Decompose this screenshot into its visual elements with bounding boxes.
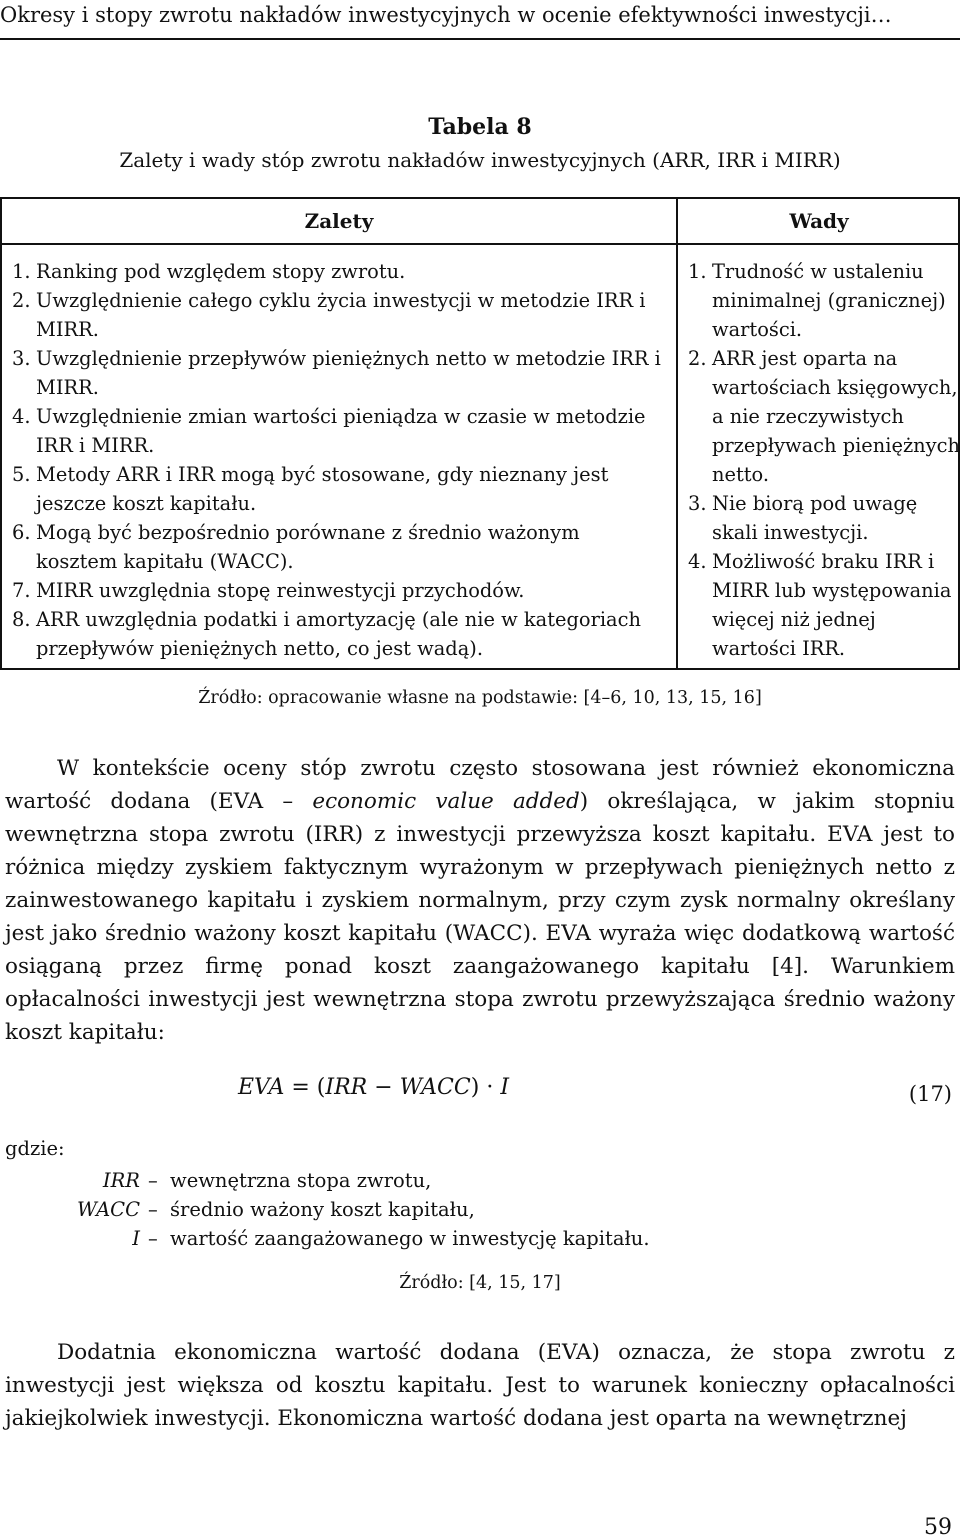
header-wady: Wady	[789, 209, 849, 233]
table-caption: Zalety i wady stóp zwrotu nakładów inwestycyjnych (ARR, IRR i MIRR)	[119, 148, 841, 172]
zalety-list	[2, 257, 662, 663]
definition-symbol: WACC	[77, 1198, 140, 1221]
zalety-item	[2, 518, 662, 576]
wady-item	[678, 257, 960, 344]
zalety-item	[2, 460, 662, 518]
formula-irr: IRR	[325, 1075, 368, 1100]
item-text: Uwzględnienie zmian wartości pieniądza w czasie w metodzie IRR i MIRR.	[36, 405, 646, 457]
definition-symbol: I	[132, 1227, 140, 1250]
paragraph-text: W kontekście oceny stóp zwrotu często stosowana jest również ekonomiczna wartość dodana (EVA –	[5, 756, 955, 814]
item-number: 2.	[688, 347, 707, 370]
item-text: Mogą być bezpośrednio porównane z średnio ważonym kosztem kapitału (WACC).	[36, 521, 580, 573]
item-number: 7.	[12, 579, 31, 602]
wady-item	[678, 344, 960, 489]
definition-row	[0, 1166, 960, 1195]
definitions-list	[0, 1166, 960, 1253]
wady-item	[678, 547, 960, 663]
item-number: 6.	[12, 521, 31, 544]
item-text: Trudność w ustaleniu minimalnej (granicznej) wartości.	[712, 260, 946, 341]
zalety-item	[2, 344, 662, 402]
formula-wacc: WACC	[399, 1075, 471, 1100]
item-text: Uwzględnienie całego cyklu życia inwestycji w metodzie IRR i MIRR.	[36, 289, 646, 341]
formula-source: Źródło: [4, 15, 17]	[399, 1273, 561, 1293]
body-paragraph-2: Dodatnia ekonomiczna wartość dodana (EVA) oznacza, że stopa zwrotu z inwestycji jest większa od kosztu kapitału. Jest to warunek konieczny opłacalności jakiejkolwiek inwestycji. Ekonomiczna wartość dodana jest oparta na wewnętrznej	[5, 1340, 955, 1431]
formula-minus: −	[374, 1075, 393, 1100]
item-text: ARR uwzględnia podatki i amortyzację (ale nie w kategoriach przepływów pieniężnych netto, co jest wadą).	[36, 608, 641, 660]
wady-list	[678, 257, 960, 663]
definition-row	[0, 1195, 960, 1224]
zalety-item	[2, 286, 662, 344]
item-number: 5.	[12, 463, 31, 486]
header-divider	[2, 243, 958, 245]
definition-dash: –	[148, 1227, 158, 1250]
definitions-intro: gdzie:	[5, 1137, 65, 1160]
item-text: Ranking pod względem stopy zwrotu.	[36, 260, 406, 283]
equation-number: (17)	[908, 1082, 952, 1106]
header-zalety: Zalety	[304, 209, 374, 233]
body-paragraph	[5, 752, 955, 1049]
item-number: 1.	[12, 260, 31, 283]
formula-dot: ·	[486, 1075, 494, 1100]
item-number: 3.	[12, 347, 31, 370]
zalety-item	[2, 402, 662, 460]
table-source: Źródło: opracowanie własne na podstawie: [4–6, 10, 13, 15, 16]	[198, 688, 762, 708]
definition-text: średnio ważony koszt kapitału,	[170, 1198, 475, 1221]
paragraph-italic-term: economic value added	[312, 789, 580, 814]
definition-row	[0, 1224, 960, 1253]
item-number: 8.	[12, 608, 31, 631]
formula-equals: =	[291, 1075, 310, 1100]
zalety-item	[2, 605, 662, 663]
item-text: ARR jest oparta na wartościach księgowych, a nie rzeczywistych przepływach pieniężnych netto.	[712, 347, 960, 486]
running-head	[0, 0, 960, 40]
item-text: Nie biorą pod uwagę skali inwestycji.	[712, 492, 918, 544]
eva-formula	[238, 1075, 509, 1100]
wady-item	[678, 489, 960, 547]
definition-dash: –	[148, 1169, 158, 1192]
paragraph-text: ) określająca, w jakim stopniu wewnętrzna stopa zwrotu (IRR) z inwestycji przewyższa koszt kapitału. EVA jest to różnica między zyskiem faktycznym wyrażonym w przepływach pieniężnych netto z zainwestowanego kapitału i zyskiem normalnym, przy czym zysk normalny określany jest jako średnio ważony koszt kapitału (WACC). EVA wyraża więc dodatkową wartość osiąganą przez firmę ponad koszt zaangażowanego kapitału [4]. Warunkiem opłacalności inwestycji jest wewnętrzna stopa zwrotu przewyższająca średnio ważony koszt kapitału:	[5, 789, 955, 1045]
definition-dash: –	[148, 1198, 158, 1221]
zalety-item	[2, 576, 662, 605]
definition-text: wartość zaangażowanego w inwestycję kapitału.	[170, 1227, 650, 1250]
running-head-text: Okresy i stopy zwrotu nakładów inwestycyjnych w ocenie efektywności inwestycji…	[0, 3, 892, 27]
item-number: 4.	[12, 405, 31, 428]
zalety-item	[2, 257, 662, 286]
formula-i: I	[500, 1075, 510, 1100]
item-number: 4.	[688, 550, 707, 573]
definition-text: wewnętrzna stopa zwrotu,	[170, 1169, 432, 1192]
formula-paren-close: )	[470, 1075, 480, 1100]
formula-paren-open: (	[316, 1075, 326, 1100]
item-text: Metody ARR i IRR mogą być stosowane, gdy nieznany jest jeszcze koszt kapitału.	[36, 463, 609, 515]
pros-cons-table	[0, 197, 960, 670]
formula-lhs: EVA	[238, 1075, 285, 1100]
item-number: 2.	[12, 289, 31, 312]
table-number: Tabela 8	[428, 114, 532, 140]
item-text: MIRR uwzględnia stopę reinwestycji przychodów.	[36, 579, 525, 602]
item-text: Uwzględnienie przepływów pieniężnych netto w metodzie IRR i MIRR.	[36, 347, 661, 399]
page-number: 59	[924, 1515, 952, 1540]
item-text: Możliwość braku IRR i MIRR lub występowania więcej niż jednej wartości IRR.	[712, 550, 952, 660]
item-number: 3.	[688, 492, 707, 515]
item-number: 1.	[688, 260, 707, 283]
definition-symbol: IRR	[102, 1169, 140, 1192]
